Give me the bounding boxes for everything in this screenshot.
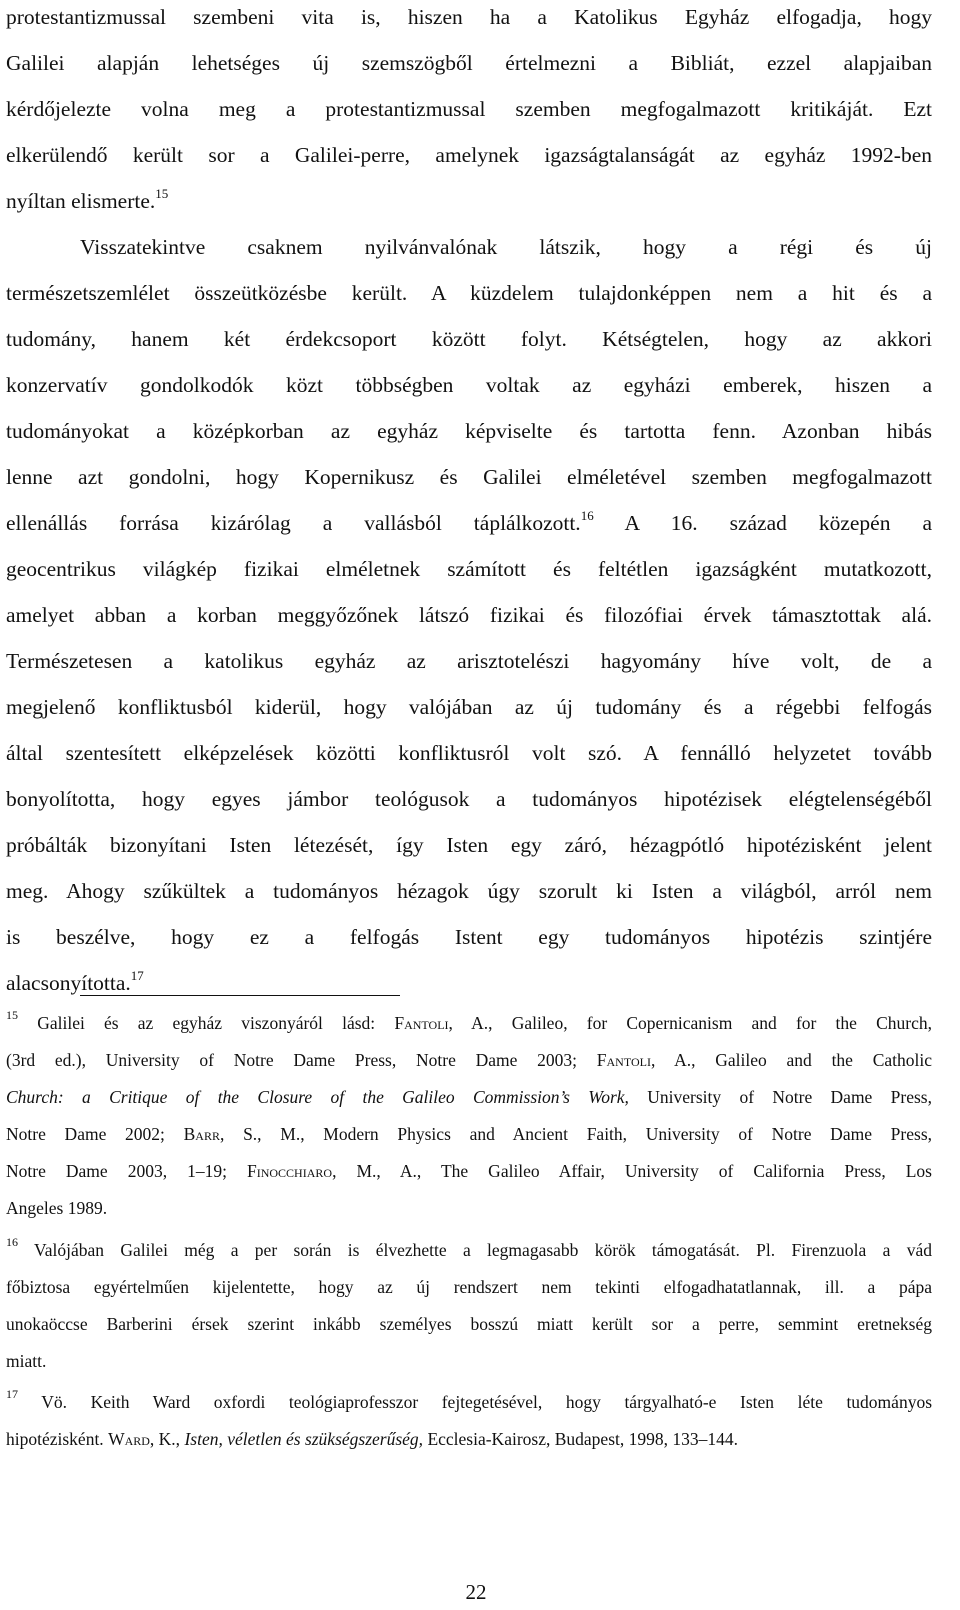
body-line: protestantizmussal szembeni vita is, hiszen ha a Katolikus Egyház elfogadja, hogy — [6, 5, 932, 29]
footnote-15 — [6, 1005, 932, 1042]
author-name: Finocchiaro — [246, 1161, 333, 1181]
body-line-text: A 16. század közepén a — [624, 511, 932, 535]
footnote-separator — [80, 995, 400, 996]
footnote-line — [6, 1042, 932, 1079]
footnote-text: , A., Galileo, for Copernicanism and for the Church, — [448, 1013, 933, 1033]
footnote-text: , S., M., Modern Physics and Ancient Faith, University of Notre Dame Press, — [219, 1124, 932, 1144]
footnote-text: Galilei és az egyház viszonyáról lásd: — [37, 1013, 395, 1033]
page-number: 22 — [465, 1580, 487, 1604]
footnote-text: (3rd ed.), University of Notre Dame Press, Notre Dame 2003; — [6, 1050, 597, 1070]
footnote-text: , A., Galileo and the Catholic — [650, 1050, 933, 1070]
footnote-ref[interactable]: 16 — [580, 507, 594, 523]
book-title: Isten, véletlen és szükségszerűség, — [184, 1429, 424, 1449]
footnote-number: 15 — [6, 1008, 18, 1023]
body-line: kérdőjelezte volna meg a protestantizmussal szemben megfogalmazott kritikáját. Ezt — [6, 97, 932, 121]
author-name: Fantoli — [394, 1013, 449, 1033]
body-line: Visszatekintve csaknem nyilvánvalónak látszik, hogy a régi és új — [80, 235, 932, 259]
body-line — [6, 178, 932, 224]
footnote-text: University of Notre Dame Press, — [628, 1087, 932, 1107]
footnote-text: Valójában Galilei még a per során is élvezhette a legmagasabb körök támogatását. Pl. Firenzuola a vád — [34, 1240, 932, 1260]
body-line: geocentrikus világkép fizikai elméletnek számított és feltétlen igazságként mutatkozott, — [6, 557, 932, 581]
author-name: Barr — [183, 1124, 220, 1144]
footnote-line: unokaöccse Barberini érsek szerint inkább személyes bosszú miatt került sor a perre, semmint eretnekség — [6, 1314, 932, 1334]
body-line: tudományokat a középkorban az egyház képviselte és tartotta fenn. Azonban hibás — [6, 419, 932, 443]
footnote-line: miatt. — [6, 1351, 47, 1371]
body-line — [6, 960, 932, 1006]
body-line — [6, 500, 932, 546]
footnote-text: Vö. Keith Ward oxfordi teológiaprofesszor fejtegetésével, hogy tárgyalható-e Isten léte tudományos — [41, 1392, 932, 1412]
footnote-line — [6, 1116, 932, 1153]
book-title: Church: a Critique of the Closure of the Galileo Commission’s Work, — [6, 1087, 629, 1107]
footnote-ref[interactable]: 15 — [155, 185, 169, 201]
footnote-line: Angeles 1989. — [6, 1198, 108, 1218]
footnote-line — [6, 1153, 932, 1190]
author-name: Fantoli — [596, 1050, 651, 1070]
footnote-line — [6, 1421, 932, 1458]
body-line: által szentesített elképzelések közötti konfliktusról volt szó. A fennálló helyzetet tovább — [6, 741, 932, 765]
footnote-text: Ecclesia-Kairosz, Budapest, 1998, 133–144. — [423, 1429, 738, 1449]
body-line: konzervatív gondolkodók közt többségben voltak az egyházi emberek, hiszen a — [6, 373, 932, 397]
footnote-text: , K., — [149, 1429, 185, 1449]
body-line: bonyolította, hogy egyes jámbor teológusok a tudományos hipotézisek elégtelenségéből — [6, 787, 932, 811]
footnote-text: Notre Dame 2002; — [6, 1124, 184, 1144]
author-name: Ward — [108, 1429, 150, 1449]
body-line: amelyet abban a korban meggyőzőnek látszó fizikai és filozófiai érvek támasztottak alá. — [6, 603, 932, 627]
footnote-text: Notre Dame 2003, 1–19; — [6, 1161, 247, 1181]
footnote-line: főbiztosa egyértelműen kijelentette, hogy az új rendszert nem tekinti elfogadhatatlannak, ill. a pápa — [6, 1277, 932, 1297]
body-line-text: alacsonyította. — [6, 971, 131, 995]
body-line: lenne azt gondolni, hogy Kopernikusz és Galilei elméletével szemben megfogalmazott — [6, 465, 932, 489]
body-line-text: ellenállás forrása kizárólag a vallásból táplálkozott. — [6, 511, 581, 535]
body-line: tudomány, hanem két érdekcsoport között folyt. Kétségtelen, hogy az akkori — [6, 327, 932, 351]
footnote-ref[interactable]: 17 — [130, 967, 144, 983]
body-line: Természetesen a katolikus egyház az arisztotelészi hagyomány híve volt, de a — [6, 649, 932, 673]
body-line-text: nyíltan elismerte. — [6, 189, 156, 213]
body-line: megjelenő konfliktusból kiderül, hogy valójában az új tudomány és a régebbi felfogás — [6, 695, 932, 719]
body-line: próbálták bizonyítani Isten létezését, így Isten egy záró, hézagpótló hipotézisként jelent — [6, 833, 932, 857]
footnote-number: 17 — [6, 1387, 18, 1402]
footnote-number: 16 — [6, 1235, 18, 1250]
footnote-text: hipotézisként. — [6, 1429, 109, 1449]
footnote-16 — [6, 1232, 932, 1269]
body-line: meg. Ahogy szűkültek a tudományos hézagok úgy szorult ki Isten a világból, arról nem — [6, 879, 932, 903]
footnote-17 — [6, 1384, 932, 1421]
body-line: természetszemlélet összeütközésbe került. A küzdelem tulajdonképpen nem a hit és a — [6, 281, 932, 305]
body-line: elkerülendő került sor a Galilei-perre, amelynek igazságtalanságát az egyház 1992-ben — [6, 143, 932, 167]
body-line: is beszélve, hogy ez a felfogás Istent egy tudományos hipotézis szintjére — [6, 925, 932, 949]
footnote-line — [6, 1079, 932, 1116]
footnote-text: , M., A., The Galileo Affair, University of California Press, Los — [332, 1161, 932, 1181]
body-line: Galilei alapján lehetséges új szemszögből értelmezni a Bibliát, ezzel alapjaiban — [6, 51, 932, 75]
